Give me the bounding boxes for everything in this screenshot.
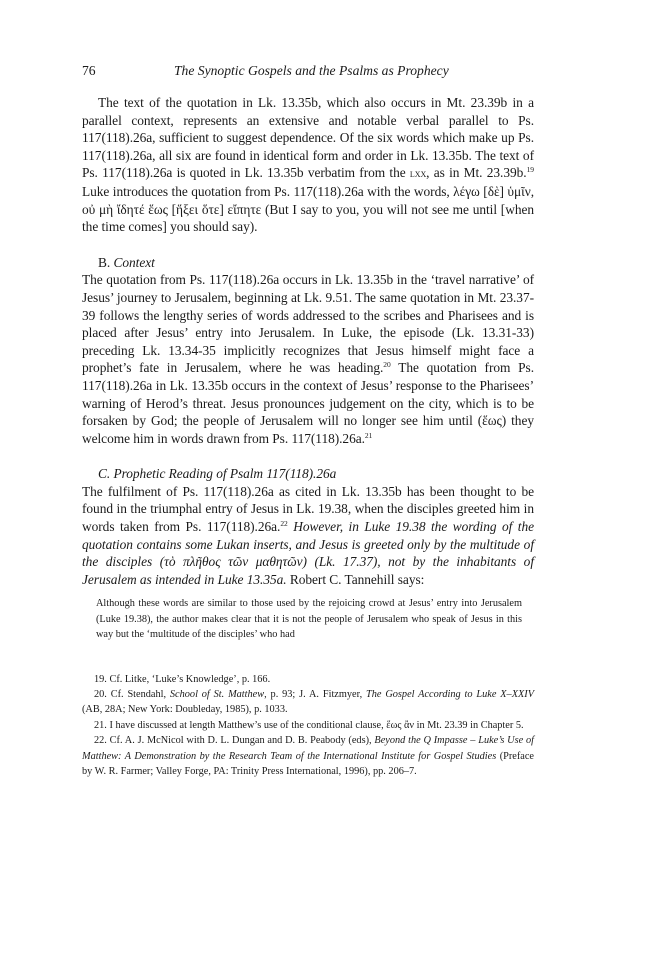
footnote-19: 19. Cf. Litke, ‘Luke’s Knowledge’, p. 166. xyxy=(94,673,271,685)
text-run: , as in Mt. 23.39b. xyxy=(426,165,527,181)
italic-text-run: However, in Luke 19.38 the wording of the quotation contains some Lukan inserts, and Jesus is greeted only by the multitude of the disciples (τὸ πλῆθος τῶν μαθητῶν) (Lk. 17.37), not by the inhabitants of Jerusalem as intended in Luke 13.35a. xyxy=(82,519,534,587)
footnotes xyxy=(82,672,534,780)
text-run: The fulfilment of Ps. 117(118).26a as cited in Lk. 13.35b has been thought to be found in the triumphal entry of Jesus in Lk. 19.38, when the disciples greeted him in words taken from Ps. 117(118).26a. xyxy=(82,483,534,535)
running-title: The Synoptic Gospels and the Psalms as Prophecy xyxy=(174,63,449,78)
paragraph-prophetic-reading xyxy=(82,483,534,589)
section-heading-prophetic-reading xyxy=(82,465,534,483)
italic-title: School of St. Matthew xyxy=(169,689,265,701)
paragraph-context xyxy=(82,271,534,447)
footnote-20 xyxy=(82,687,534,718)
book-page xyxy=(82,62,534,780)
text-run: The quotation from Ps. 117(118).26a occurs in Lk. 13.35b in the ‘travel narrative’ of Jesus’ journey to Jerusalem, beginning at Lk. 9.51. The same quotation in Mt. 23.37-39 follows the lengthy series of words addressed to the scribes and Pharisees and is placed after Jesus’ entry into Jerusalem. In Luke, the episode (Lk. 13.31-33) preceding Lk. 13.34-35 implicitly recognizes that Jesus himself might face a prophet’s fate in Jerusalem, where he was heading. xyxy=(82,272,534,376)
block-quote: Although these words are similar to those used by the rejoicing crowd at Jesus’ entry into Jerusalem (Luke 19.38), the author makes clear that it is not the people of Jerusalem who speak of Jesus in this way but the ‘multitude of the disciples’ who had xyxy=(96,598,522,641)
running-header xyxy=(82,62,534,80)
footnote-22 xyxy=(82,733,534,779)
lxx-abbrev: lxx xyxy=(409,167,427,181)
footnote-ref-19: 19 xyxy=(526,165,534,175)
main-text xyxy=(82,94,534,643)
italic-title: The Gospel According to Luke X–XXIV xyxy=(366,689,535,701)
text-run: 20. Cf. Stendahl, xyxy=(94,689,170,701)
section-title: C. Prophetic Reading of Psalm 117(118).26a xyxy=(98,466,337,482)
text-run: Robert C. Tannehill says: xyxy=(286,571,425,587)
text-run: 22. Cf. A. J. McNicol with D. L. Dungan and D. B. Peabody (eds), xyxy=(94,735,375,747)
text-run: Luke introduces the quotation from Ps. 117(118).26a with the words, λέγω [δὲ] ὑμῖν, οὐ μὴ ἴδητέ ἕως [ἥξει ὅτε] εἴπητε (But I say to you, you will not see me until [when the time comes] you should say). xyxy=(82,183,534,235)
footnote-ref-22: 22 xyxy=(280,519,288,529)
footnote-ref-20: 20 xyxy=(383,360,391,370)
italic-title: Beyond the Q Impasse – Luke’s Use of Matthew: A Demonstration by the Research Team of the International Institute for Gospel Studies xyxy=(82,735,534,762)
text-run: The quotation from Ps. 117(118).26a in Lk. 13.35b occurs in the context of Jesus’ response to the Pharisees’ warning of Herod’s threat. Jesus pronounces judgement on the city, which is to be forsaken by God; the people of Jerusalem will no longer see him until (ἕως) they welcome him in words drawn from Ps. 117(118).26a. xyxy=(82,360,534,446)
page-number: 76 xyxy=(82,63,96,78)
footnote-ref-21: 21 xyxy=(364,430,373,440)
section-heading-context xyxy=(82,254,534,272)
section-title: Context xyxy=(113,254,155,270)
footnote-21: 21. I have discussed at length Matthew’s use of the conditional clause, ἕως ἂν in Mt. 23.39 in Chapter 5. xyxy=(94,719,524,731)
text-run: (AB, 28A; New York: Doubleday, 1985), p. 1033. xyxy=(82,704,288,716)
section-label: B. xyxy=(98,254,114,270)
text-run: The text of the quotation in Lk. 13.35b, which also occurs in Mt. 23.39b in a parallel context, represents an extensive and notable verbal parallel to Ps. 117(118).26a, sufficient to suggest dependence. Of the six words which make up Ps. 117(118).26a, all six are found in identical form and order in Lk. 13.35b. The text of Ps. 117(118).26a is quoted in Lk. 13.35b verbatim from the xyxy=(82,95,534,181)
paragraph-quotation-text xyxy=(82,94,534,236)
text-run: (Preface by W. R. Farmer; Valley Forge, PA: Trinity Press International, 1996), pp. 206–7. xyxy=(82,750,534,778)
text-run: , p. 93; J. A. Fitzmyer, xyxy=(264,689,367,701)
